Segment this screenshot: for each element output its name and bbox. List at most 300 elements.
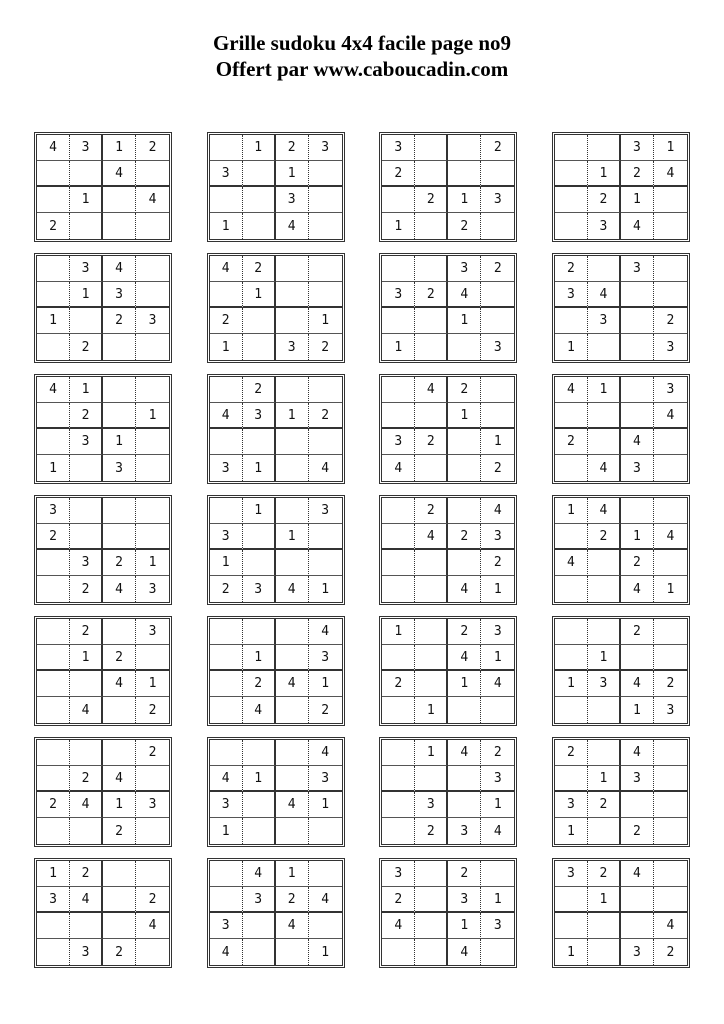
sudoku-cell: 1 xyxy=(70,645,103,671)
sudoku-cell xyxy=(481,861,514,887)
sudoku-cell: 1 xyxy=(621,697,654,723)
sudoku-cell: 1 xyxy=(321,944,330,960)
sudoku-cell: 4 xyxy=(276,213,309,239)
sudoku-cell: 1 xyxy=(382,334,415,360)
sudoku-cell xyxy=(103,697,136,723)
sudoku-cell xyxy=(588,550,621,576)
sudoku-cell: 4 xyxy=(276,913,309,939)
sudoku-cell: 1 xyxy=(382,619,415,645)
sudoku-cell xyxy=(276,550,309,576)
sudoku-cell: 4 xyxy=(321,460,330,476)
sudoku-cell: 4 xyxy=(37,377,70,403)
sudoku-cell xyxy=(654,213,687,239)
sudoku-cell: 4 xyxy=(448,282,481,308)
sudoku-cell: 2 xyxy=(621,619,654,645)
sudoku-cell: 1 xyxy=(448,913,481,939)
sudoku-cell: 2 xyxy=(210,308,243,334)
sudoku-grid xyxy=(552,253,690,363)
sudoku-cell xyxy=(37,334,70,360)
sudoku-cell: 4 xyxy=(309,887,342,913)
sudoku-cell xyxy=(481,939,514,965)
sudoku-cell xyxy=(415,913,448,939)
page-subtitle: Offert par www.caboucadin.com xyxy=(215,57,509,81)
sudoku-cell: 2 xyxy=(276,135,309,161)
sudoku-cell: 1 xyxy=(588,161,621,187)
sudoku-cell: 1 xyxy=(103,135,136,161)
sudoku-cell: 1 xyxy=(243,766,276,792)
sudoku-cell xyxy=(276,256,309,282)
sudoku-grid xyxy=(34,616,172,726)
sudoku-cell xyxy=(415,619,448,645)
sudoku-cell: 2 xyxy=(37,524,70,550)
sudoku-cell: 2 xyxy=(415,818,448,844)
sudoku-cell xyxy=(415,135,448,161)
sudoku-grid xyxy=(207,616,345,726)
sudoku-cell: 1 xyxy=(555,939,588,965)
sudoku-cell xyxy=(481,308,514,334)
sudoku-cell: 2 xyxy=(415,429,448,455)
sudoku-cell: 4 xyxy=(621,213,654,239)
sudoku-cell: 2 xyxy=(136,887,169,913)
sudoku-cell xyxy=(276,939,309,965)
sudoku-cell: 3 xyxy=(103,455,136,481)
sudoku-cell xyxy=(136,377,169,403)
sudoku-cell: 2 xyxy=(621,550,654,576)
sudoku-cell: 4 xyxy=(276,792,309,818)
sudoku-cell: 2 xyxy=(448,377,481,403)
sudoku-grid xyxy=(207,132,345,242)
sudoku-grid xyxy=(34,495,172,605)
sudoku-cell: 1 xyxy=(276,861,309,887)
sudoku-cell xyxy=(70,524,103,550)
page-header xyxy=(0,30,724,82)
sudoku-cell xyxy=(621,645,654,671)
sudoku-grid xyxy=(207,858,345,968)
sudoku-cell: 2 xyxy=(136,740,169,766)
sudoku-cell: 3 xyxy=(309,766,342,792)
sudoku-cell: 3 xyxy=(555,792,588,818)
sudoku-cell xyxy=(481,377,514,403)
sudoku-cell xyxy=(309,282,342,308)
sudoku-cell xyxy=(654,550,687,576)
sudoku-cell xyxy=(448,550,481,576)
sudoku-cell: 1 xyxy=(415,740,448,766)
sudoku-cell: 2 xyxy=(481,550,514,576)
sudoku-cell xyxy=(654,740,687,766)
sudoku-cell: 4 xyxy=(70,792,103,818)
sudoku-cell: 1 xyxy=(654,135,687,161)
sudoku-cell xyxy=(382,697,415,723)
sudoku-cell: 1 xyxy=(481,792,514,818)
sudoku-cell: 1 xyxy=(276,161,309,187)
sudoku-cell: 4 xyxy=(136,913,169,939)
sudoku-cell: 2 xyxy=(654,308,687,334)
sudoku-cell xyxy=(555,161,588,187)
sudoku-cell: 3 xyxy=(621,766,654,792)
sudoku-cell: 1 xyxy=(276,403,309,429)
sudoku-cell: 1 xyxy=(415,697,448,723)
sudoku-cell: 4 xyxy=(415,377,448,403)
sudoku-cell xyxy=(621,887,654,913)
sudoku-cell: 1 xyxy=(103,429,136,455)
sudoku-cell xyxy=(309,550,342,576)
sudoku-cell xyxy=(415,861,448,887)
sudoku-cell xyxy=(37,187,70,213)
sudoku-cell xyxy=(555,187,588,213)
sudoku-cell xyxy=(103,498,136,524)
sudoku-cell: 2 xyxy=(654,671,687,697)
sudoku-grid xyxy=(379,858,517,968)
sudoku-cell xyxy=(654,861,687,887)
sudoku-cell: 4 xyxy=(70,887,103,913)
sudoku-cell xyxy=(243,818,276,844)
sudoku-cell xyxy=(555,524,588,550)
sudoku-cell: 4 xyxy=(103,671,136,697)
sudoku-cell xyxy=(243,213,276,239)
sudoku-cell xyxy=(415,256,448,282)
sudoku-cell: 3 xyxy=(588,213,621,239)
sudoku-grid xyxy=(207,374,345,484)
sudoku-cell: 2 xyxy=(621,818,654,844)
sudoku-cell xyxy=(37,550,70,576)
sudoku-cell xyxy=(621,282,654,308)
sudoku-cell xyxy=(136,939,169,965)
sudoku-cell xyxy=(243,740,276,766)
sudoku-cell xyxy=(243,550,276,576)
sudoku-cell: 4 xyxy=(448,740,481,766)
sudoku-cell: 4 xyxy=(621,671,654,697)
sudoku-cell xyxy=(415,550,448,576)
sudoku-cell xyxy=(382,256,415,282)
sudoku-cell xyxy=(136,429,169,455)
sudoku-cell xyxy=(103,861,136,887)
sudoku-cell: 3 xyxy=(276,187,309,213)
sudoku-cell: 1 xyxy=(210,213,243,239)
sudoku-cell xyxy=(276,377,309,403)
sudoku-cell: 1 xyxy=(70,187,103,213)
sudoku-cell: 2 xyxy=(666,944,675,960)
sudoku-cell: 3 xyxy=(70,550,103,576)
sudoku-cell xyxy=(70,455,103,481)
sudoku-cell xyxy=(382,766,415,792)
sudoku-grid xyxy=(379,253,517,363)
sudoku-cell: 2 xyxy=(588,861,621,887)
sudoku-cell xyxy=(210,887,243,913)
sudoku-grid xyxy=(552,616,690,726)
sudoku-cell: 3 xyxy=(276,334,309,360)
sudoku-cell xyxy=(210,498,243,524)
sudoku-cell: 1 xyxy=(666,581,675,597)
sudoku-cell: 3 xyxy=(37,498,70,524)
sudoku-cell xyxy=(621,334,654,360)
sudoku-cell xyxy=(555,913,588,939)
sudoku-cell xyxy=(448,697,481,723)
sudoku-cell xyxy=(654,887,687,913)
sudoku-grid xyxy=(207,737,345,847)
sudoku-cell xyxy=(276,429,309,455)
sudoku-cell xyxy=(243,187,276,213)
sudoku-cell: 2 xyxy=(103,308,136,334)
sudoku-cell xyxy=(309,913,342,939)
sudoku-cell xyxy=(103,524,136,550)
sudoku-cell xyxy=(382,498,415,524)
sudoku-cell xyxy=(588,818,621,844)
sudoku-cell: 4 xyxy=(654,161,687,187)
sudoku-cell xyxy=(136,766,169,792)
sudoku-cell xyxy=(555,887,588,913)
sudoku-cell: 1 xyxy=(555,498,588,524)
sudoku-cell xyxy=(136,818,169,844)
sudoku-cell xyxy=(588,576,621,602)
sudoku-cell xyxy=(382,792,415,818)
sudoku-cell xyxy=(382,308,415,334)
sudoku-cell: 3 xyxy=(148,581,157,597)
sudoku-cell: 4 xyxy=(70,697,103,723)
sudoku-cell: 4 xyxy=(448,939,481,965)
sudoku-grid xyxy=(207,253,345,363)
sudoku-cell: 2 xyxy=(243,671,276,697)
sudoku-cell xyxy=(654,645,687,671)
sudoku-cell: 4 xyxy=(588,455,621,481)
sudoku-grid xyxy=(379,737,517,847)
sudoku-cell xyxy=(70,498,103,524)
sudoku-cell: 4 xyxy=(103,161,136,187)
sudoku-cell: 3 xyxy=(103,282,136,308)
sudoku-cell: 3 xyxy=(621,939,654,965)
sudoku-cell xyxy=(654,766,687,792)
sudoku-cell: 3 xyxy=(621,256,654,282)
sudoku-cell xyxy=(555,645,588,671)
sudoku-cell: 2 xyxy=(555,429,588,455)
sudoku-cell xyxy=(276,818,309,844)
sudoku-grid xyxy=(34,132,172,242)
sudoku-cell xyxy=(210,671,243,697)
sudoku-cell xyxy=(243,161,276,187)
sudoku-cell: 3 xyxy=(70,256,103,282)
sudoku-cell: 2 xyxy=(70,619,103,645)
sudoku-cell: 2 xyxy=(37,792,70,818)
sudoku-cell xyxy=(309,524,342,550)
sudoku-cell xyxy=(136,524,169,550)
sudoku-cell xyxy=(621,308,654,334)
sudoku-cell: 4 xyxy=(588,498,621,524)
sudoku-cell xyxy=(588,135,621,161)
sudoku-cell: 3 xyxy=(666,339,675,355)
sudoku-cell: 3 xyxy=(37,887,70,913)
sudoku-cell: 3 xyxy=(382,135,415,161)
sudoku-cell: 4 xyxy=(493,823,502,839)
sudoku-cell xyxy=(309,377,342,403)
sudoku-cell: 4 xyxy=(243,697,276,723)
sudoku-cell xyxy=(382,187,415,213)
grid-row xyxy=(34,374,690,485)
sudoku-cell: 4 xyxy=(621,576,654,602)
sudoku-cell xyxy=(448,766,481,792)
sudoku-cell xyxy=(382,377,415,403)
sudoku-cell xyxy=(481,161,514,187)
sudoku-cell xyxy=(481,213,514,239)
sudoku-cell: 2 xyxy=(493,460,502,476)
sudoku-cell xyxy=(276,282,309,308)
sudoku-cell: 1 xyxy=(555,671,588,697)
sudoku-cell xyxy=(588,939,621,965)
sudoku-grid xyxy=(34,374,172,484)
sudoku-cell: 3 xyxy=(309,135,342,161)
sudoku-cell xyxy=(415,308,448,334)
sudoku-cell: 1 xyxy=(70,282,103,308)
sudoku-cell: 3 xyxy=(210,524,243,550)
sudoku-cell xyxy=(448,135,481,161)
sudoku-cell xyxy=(448,334,481,360)
sudoku-cell xyxy=(276,498,309,524)
sudoku-cell xyxy=(136,282,169,308)
sudoku-cell xyxy=(136,161,169,187)
sudoku-cell: 1 xyxy=(309,792,342,818)
sudoku-cell: 2 xyxy=(415,282,448,308)
sudoku-cell: 2 xyxy=(555,740,588,766)
sudoku-cell xyxy=(37,697,70,723)
sudoku-grid xyxy=(379,132,517,242)
sudoku-grid xyxy=(379,495,517,605)
sudoku-cell xyxy=(243,429,276,455)
page-title: Grille sudoku 4x4 facile page no9 xyxy=(212,31,512,55)
sudoku-cell: 2 xyxy=(415,187,448,213)
sudoku-grid xyxy=(552,495,690,605)
sudoku-cell xyxy=(136,213,169,239)
sudoku-cell: 1 xyxy=(243,135,276,161)
sudoku-grid xyxy=(34,253,172,363)
grid-row xyxy=(34,858,690,969)
sudoku-cell xyxy=(481,697,514,723)
sudoku-cell: 4 xyxy=(309,619,342,645)
sudoku-cell xyxy=(37,256,70,282)
sudoku-cell: 3 xyxy=(210,913,243,939)
sudoku-grid xyxy=(379,616,517,726)
sudoku-grid xyxy=(552,374,690,484)
sudoku-grid xyxy=(34,737,172,847)
sudoku-cell xyxy=(210,135,243,161)
sudoku-cell xyxy=(588,403,621,429)
sudoku-cell xyxy=(37,429,70,455)
sudoku-cell xyxy=(654,429,687,455)
sudoku-cell: 3 xyxy=(210,161,243,187)
sudoku-cell xyxy=(555,308,588,334)
sudoku-cell xyxy=(309,818,342,844)
sudoku-cell: 1 xyxy=(448,671,481,697)
sudoku-cell: 1 xyxy=(588,645,621,671)
sudoku-cell: 1 xyxy=(321,581,330,597)
sudoku-cell: 4 xyxy=(654,913,687,939)
sudoku-cell: 3 xyxy=(448,818,481,844)
sudoku-cell: 2 xyxy=(415,498,448,524)
sudoku-cell: 3 xyxy=(666,702,675,718)
sudoku-cell: 1 xyxy=(481,887,514,913)
sudoku-cell: 1 xyxy=(448,187,481,213)
sudoku-cell: 3 xyxy=(70,939,103,965)
sudoku-cell: 4 xyxy=(654,524,687,550)
sudoku-cell: 3 xyxy=(415,792,448,818)
sudoku-cell: 4 xyxy=(481,671,514,697)
sudoku-cell: 1 xyxy=(136,671,169,697)
sudoku-cell xyxy=(309,861,342,887)
sudoku-grid xyxy=(379,374,517,484)
sudoku-cell: 4 xyxy=(481,498,514,524)
sudoku-cell xyxy=(309,187,342,213)
sudoku-cell: 3 xyxy=(210,455,243,481)
sudoku-grid xyxy=(552,737,690,847)
sudoku-cell xyxy=(37,939,70,965)
sudoku-cell: 3 xyxy=(481,766,514,792)
sudoku-cell xyxy=(382,939,415,965)
sudoku-cell xyxy=(415,213,448,239)
sudoku-cell: 1 xyxy=(243,498,276,524)
sudoku-cell xyxy=(415,939,448,965)
sudoku-cell xyxy=(382,740,415,766)
sudoku-cell xyxy=(37,282,70,308)
sudoku-cell xyxy=(309,256,342,282)
sudoku-cell: 2 xyxy=(588,524,621,550)
sudoku-cell: 3 xyxy=(588,671,621,697)
sudoku-cell: 4 xyxy=(276,576,309,602)
grid-row xyxy=(34,253,690,364)
sudoku-cell xyxy=(481,282,514,308)
sudoku-cell: 2 xyxy=(70,861,103,887)
sudoku-cell: 2 xyxy=(621,161,654,187)
sudoku-cell xyxy=(654,455,687,481)
sudoku-cell: 2 xyxy=(448,524,481,550)
sudoku-cell xyxy=(309,161,342,187)
sudoku-cell: 2 xyxy=(243,377,276,403)
sudoku-cell: 2 xyxy=(243,256,276,282)
sudoku-cell: 3 xyxy=(493,339,502,355)
sudoku-cell: 4 xyxy=(555,550,588,576)
sudoku-cell xyxy=(210,697,243,723)
sudoku-cell xyxy=(415,766,448,792)
sudoku-cell xyxy=(588,256,621,282)
sudoku-cell xyxy=(136,498,169,524)
sudoku-cell: 1 xyxy=(210,818,243,844)
sudoku-cell xyxy=(70,213,103,239)
sudoku-cell xyxy=(309,213,342,239)
sudoku-cell xyxy=(103,403,136,429)
sudoku-cell xyxy=(309,429,342,455)
sudoku-cell: 2 xyxy=(103,939,136,965)
grid-row xyxy=(34,616,690,727)
sudoku-cell xyxy=(588,429,621,455)
sudoku-cell: 3 xyxy=(136,792,169,818)
sudoku-cell xyxy=(382,576,415,602)
sudoku-cell xyxy=(37,913,70,939)
sudoku-cell xyxy=(555,576,588,602)
sudoku-cell xyxy=(481,403,514,429)
sudoku-cell xyxy=(103,334,136,360)
sudoku-cell xyxy=(555,697,588,723)
sudoku-cell xyxy=(70,913,103,939)
sudoku-cell xyxy=(448,498,481,524)
sudoku-cell: 4 xyxy=(243,861,276,887)
sudoku-cell xyxy=(654,187,687,213)
sudoku-cell xyxy=(448,161,481,187)
sudoku-cell: 2 xyxy=(588,792,621,818)
sudoku-cell: 3 xyxy=(382,861,415,887)
sudoku-cell xyxy=(621,792,654,818)
sudoku-cell xyxy=(243,792,276,818)
sudoku-cell xyxy=(621,498,654,524)
sudoku-cell xyxy=(210,187,243,213)
sudoku-cell: 2 xyxy=(481,740,514,766)
sudoku-grid xyxy=(552,132,690,242)
sudoku-cell: 4 xyxy=(621,861,654,887)
